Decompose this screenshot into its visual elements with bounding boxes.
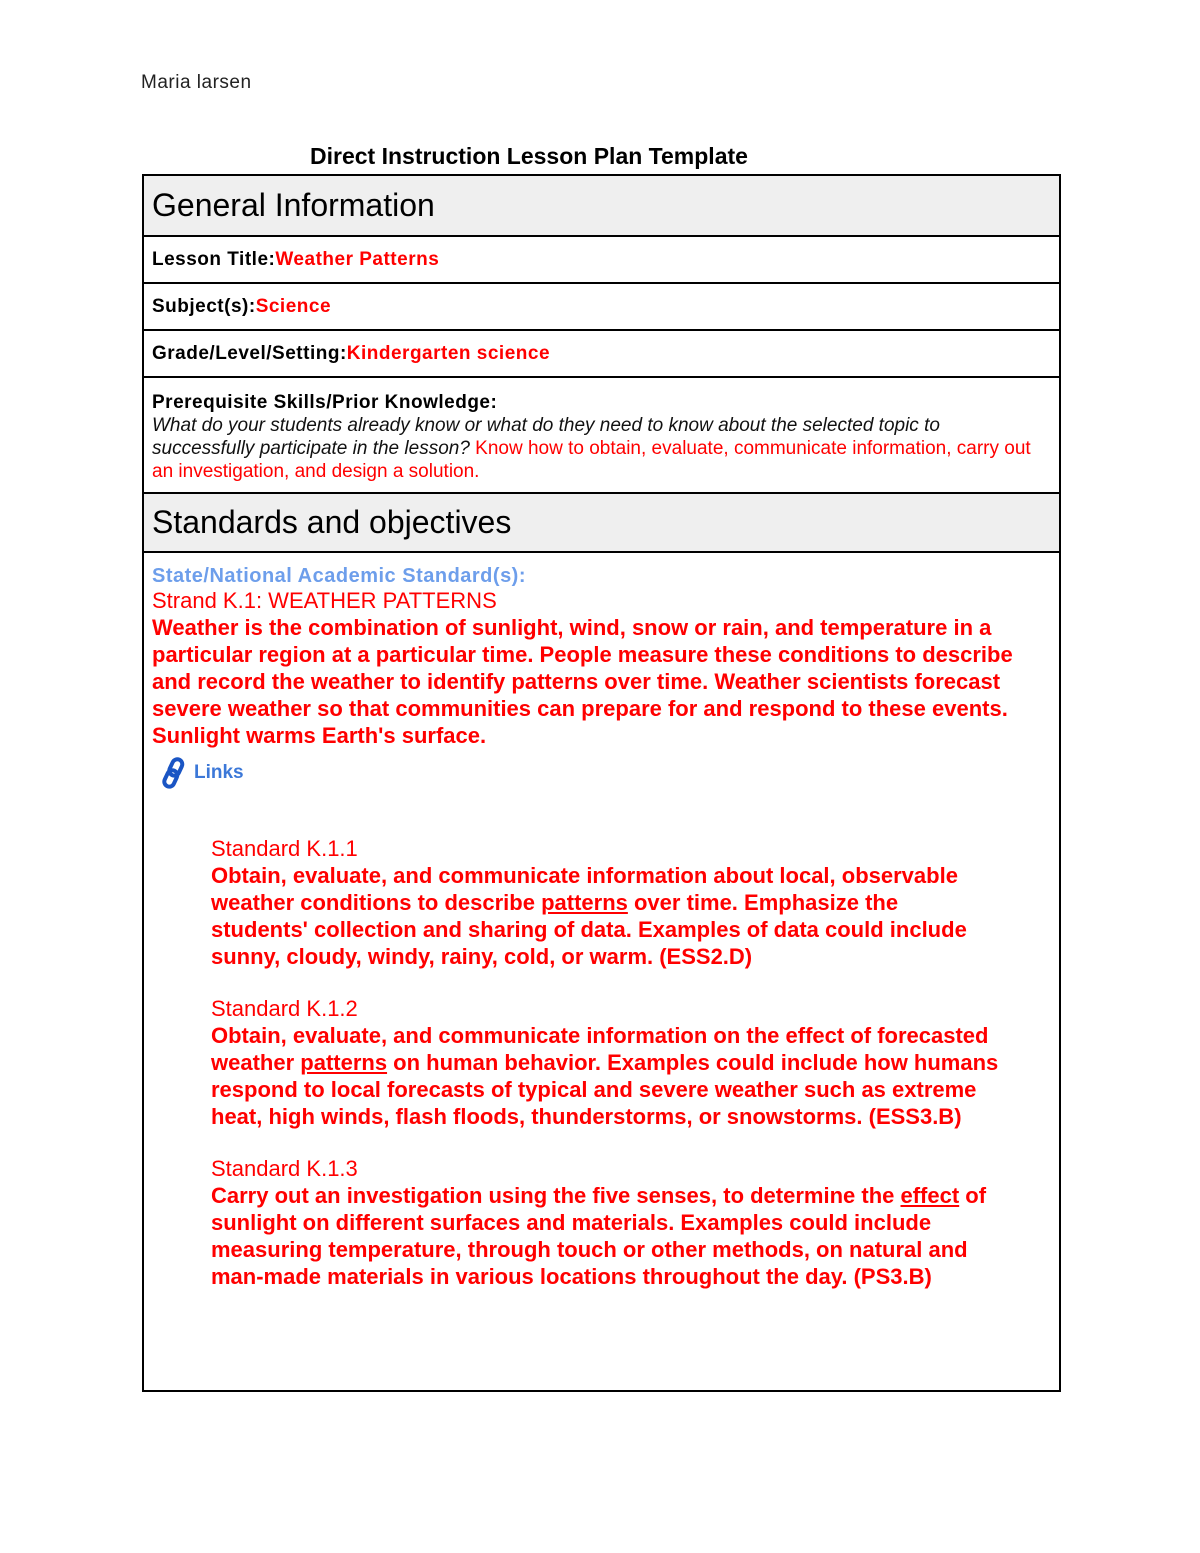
section-general-heading: General Information (144, 176, 1059, 235)
standard-title: Standard K.1.3 (211, 1156, 358, 1181)
standard-text: over time. Emphasize the students' collection and sharing of data. Examples of data could include sunny, cloudy, windy, rainy, cold, or warm. (ESS2.D) (211, 890, 967, 969)
grade-row (144, 329, 1059, 376)
lesson-plan-table (142, 174, 1061, 1392)
standard-underlined-term: patterns (541, 890, 628, 915)
links-label: Links (194, 762, 244, 783)
standard-item (211, 995, 1001, 1130)
standard-title: Standard K.1.1 (211, 836, 358, 861)
prereq-row (144, 376, 1059, 492)
standard-item (211, 835, 1001, 970)
standards-body (144, 551, 1059, 1390)
document-title: Direct Instruction Lesson Plan Template (310, 143, 748, 169)
subject-label: Subject(s): (152, 295, 256, 317)
prereq-label: Prerequisite Skills/Prior Knowledge: (152, 392, 498, 413)
standard-text: of sunlight on different surfaces and materials. Examples could include measuring temperature, through touch or other methods, on natural and man-made materials in various locations throughout the day. (PS3.B) (211, 1183, 987, 1289)
section-standards-heading: Standards and objectives (144, 492, 1059, 551)
subject-row (144, 282, 1059, 329)
strand-description: Weather is the combination of sunlight, wind, snow or rain, and temperature in a particular region at a particular time. People measure these conditions to describe and record the weather to identify patterns over time. Weather scientists forecast severe weather so that communities can prepare for and respond to these events. Sunlight warms Earth's surface. (152, 615, 1013, 748)
standard-text: Obtain, evaluate, and communicate information about local, observable weather conditions to describe (211, 863, 958, 915)
prereq-answer: Know how to obtain, evaluate, communicate information, carry out an investigation, and design a solution. (152, 438, 1031, 482)
grade-value: Kindergarten science (346, 342, 551, 364)
links-link[interactable] (160, 757, 1051, 789)
standard-underlined-term: patterns (300, 1050, 388, 1075)
standard-text: Obtain, evaluate, and communicate information on the effect of forecasted weather (211, 1023, 989, 1075)
standard-text: on human behavior. Examples could include how humans respond to local forecasts of typical and severe weather such as extreme heat, high winds, flash floods, thunderstorms, or snowstorms. (ESS3.B) (211, 1050, 999, 1129)
standards-label: State/National Academic Standard(s): (152, 565, 527, 587)
subject-value: Science (255, 295, 332, 317)
lesson-title-value: Weather Patterns (275, 248, 440, 270)
standard-underlined-term: effect (900, 1183, 960, 1208)
lesson-title-label: Lesson Title: (152, 248, 276, 270)
grade-label: Grade/Level/Setting: (152, 342, 347, 364)
standard-item (211, 1155, 1001, 1290)
standard-text: Carry out an investigation using the five senses, to determine the (211, 1183, 901, 1208)
prereq-prompt: What do your students already know or what do they need to know about the selected topic to successfully participate in the lesson? (152, 415, 940, 459)
author-name: Maria larsen (141, 72, 252, 93)
standard-title: Standard K.1.2 (211, 996, 358, 1021)
lesson-title-row (144, 235, 1059, 282)
link-icon (160, 757, 190, 789)
strand-title: Strand K.1: WEATHER PATTERNS (152, 588, 497, 613)
